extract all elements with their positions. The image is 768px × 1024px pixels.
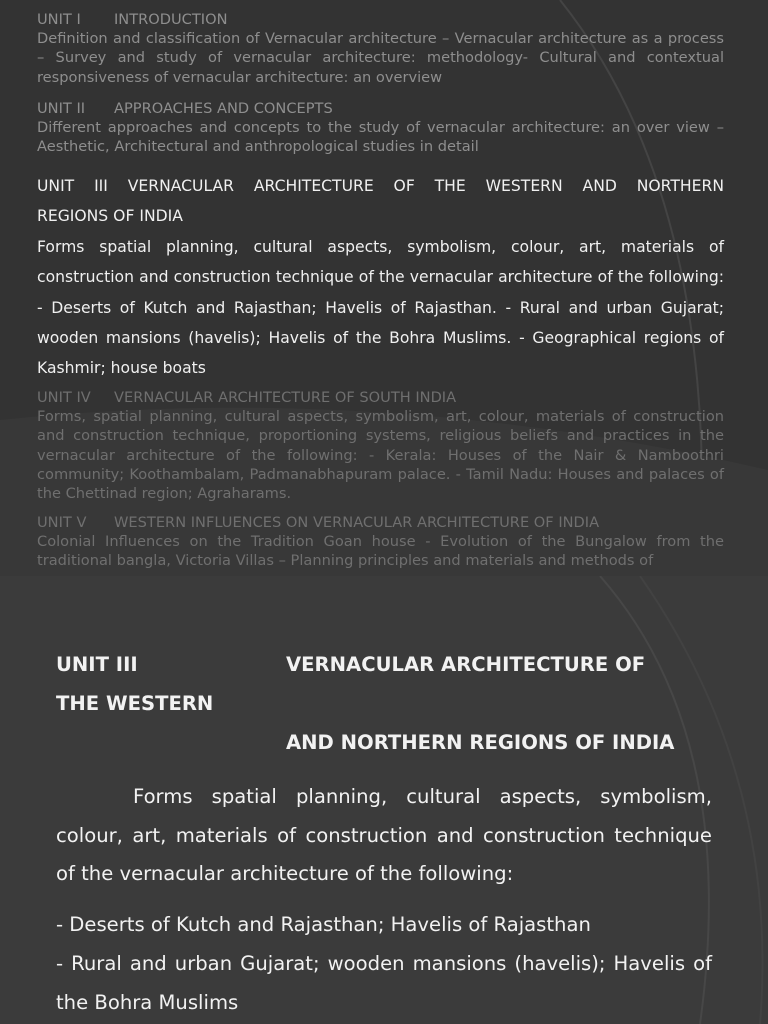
unit-3-body: Forms spatial planning, cultural aspects, symbolism, colour, art, materials of construction and construction technique of the vernacular architecture of the following: - Deserts of Kutch and Rajasthan; Havelis of Rajasthan. - Rural and urban Gujarat; wooden mansions (havelis); Havelis of the Bohra Muslims. - Geographical regions of Kashmir; house boats [37,237,724,378]
unit-5-number: UNIT V [37,514,87,531]
unit-5-block [37,513,724,571]
unit-4-title: VERNACULAR ARCHITECTURE OF SOUTH INDIA [114,389,457,406]
unit-3-heading-line1: UNIT III VERNACULAR ARCHITECTURE OF THE WESTERN AND NORTHERN [37,177,724,195]
unit-2-number: UNIT II [37,100,86,117]
unit-3-heading-line2: REGIONS OF INDIA [37,207,183,226]
unit-title-part1: VERNACULAR ARCHITECTURE OF [286,653,646,676]
unit-title-part2: THE WESTERN [56,692,214,715]
unit-intro-text: Forms spatial planning, cultural aspects, symbolism, colour, art, materials of construction and construction technique of the vernacular architecture of the following: [56,785,712,885]
unit-title-part3: AND NORTHERN REGIONS OF INDIA [286,731,675,754]
unit-2-title: APPROACHES AND CONCEPTS [114,100,333,117]
unit-4-body: Forms, spatial planning, cultural aspects, symbolism, art, colour, materials of construction and construction technique, proportioning systems, religious beliefs and practices in the vernacular architecture of the following: - Kerala: Houses of the Nair & Namboothri community; Koothambalam, Padmanabhapuram palace. - Tamil Nadu: Houses and palaces of the Chettinad region; Agraharams. [37,408,724,503]
unit-4-block [37,388,724,503]
list-item-1: - Deserts of Kutch and Rajasthan; Havelis of Rajasthan [56,913,591,936]
unit-5-title: WESTERN INFLUENCES ON VERNACULAR ARCHITECTURE OF INDIA [114,514,600,531]
unit-1-body: Definition and classification of Vernacular architecture – Vernacular architecture as a process – Survey and study of vernacular architecture: methodology- Cultural and contextual responsiveness of vernacular architecture: an overview [37,30,724,86]
slide-unit-3-detail [0,576,768,1024]
unit-intro-paragraph [56,778,712,894]
unit-5-body: Colonial Influences on the Tradition Goan house - Evolution of the Bungalow from the traditional bangla, Victoria Villas – Planning principles and materials and methods of [37,533,724,570]
unit-2-block [37,99,724,157]
unit-1-block [37,10,724,87]
list-item-2: - Rural and urban Gujarat; wooden mansions (havelis); Havelis of the Bohra Muslims [56,952,712,1014]
unit-1-title: INTRODUCTION [114,11,228,28]
unit-1-number: UNIT I [37,11,81,28]
unit-3-block [37,171,724,384]
unit-2-body: Different approaches and concepts to the study of vernacular architecture: an over view – Aesthetic, Architectural and anthropological studies in detail [37,119,724,156]
unit-number-heading: UNIT III [56,653,138,676]
unit-4-number: UNIT IV [37,389,91,406]
